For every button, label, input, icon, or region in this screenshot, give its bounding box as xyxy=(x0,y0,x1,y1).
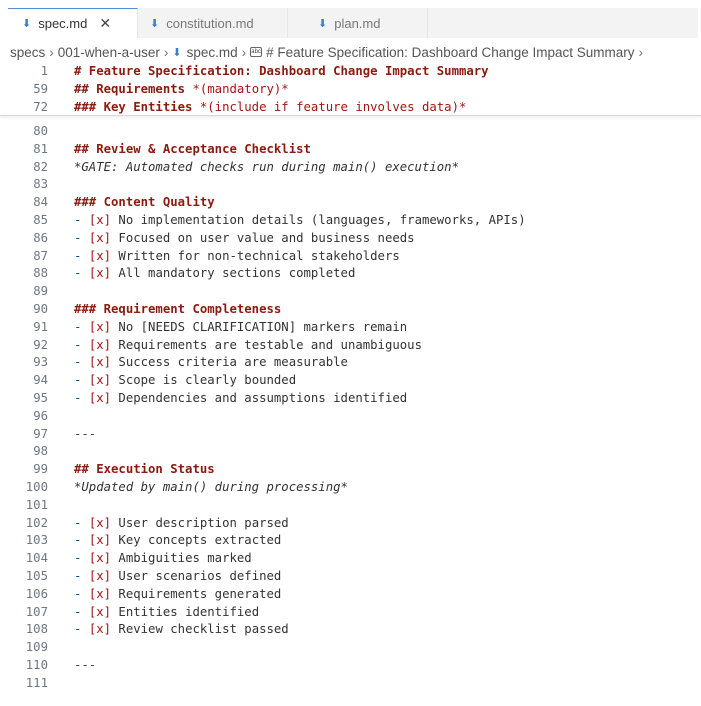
tab-label: plan.md xyxy=(334,15,381,31)
line-text xyxy=(74,318,407,336)
token: [x] xyxy=(88,248,112,263)
token: - xyxy=(74,391,89,405)
line-text xyxy=(74,567,281,585)
token: ### Requirement Completeness xyxy=(74,302,282,316)
line-text xyxy=(74,585,281,603)
line-number: 106 xyxy=(25,586,48,601)
chevron-right-icon: › xyxy=(241,44,247,60)
line-number: 87 xyxy=(33,248,48,263)
line-text xyxy=(74,425,96,443)
symbol-string-icon: abc xyxy=(251,49,261,55)
line-number: 82 xyxy=(33,159,48,174)
token: *Updated by main() during processing* xyxy=(74,480,348,494)
line-text xyxy=(74,80,289,98)
line-number: 72 xyxy=(33,99,48,114)
token: Entities identified xyxy=(111,604,260,619)
token: Dependencies and assumptions identified xyxy=(111,391,408,405)
line-number: 95 xyxy=(33,391,48,405)
breadcrumb-subfolder[interactable]: 001-when-a-user xyxy=(57,44,160,60)
tab-constitution-md[interactable] xyxy=(138,8,288,38)
token: --- xyxy=(74,658,97,672)
line-text xyxy=(74,531,281,549)
chevron-right-icon: › xyxy=(163,44,169,60)
line-number: 80 xyxy=(33,124,48,138)
breadcrumb-symbol[interactable]: # Feature Specification: Dashboard Change Impact Summary xyxy=(266,44,635,60)
line-text xyxy=(74,460,215,478)
token: [x] xyxy=(88,230,112,245)
line-text xyxy=(74,514,289,532)
token: User scenarios defined xyxy=(111,569,282,583)
line-number: 97 xyxy=(33,426,48,441)
token: *GATE: Automated checks run during main() execution* xyxy=(74,159,459,174)
token: ## Execution Status xyxy=(74,462,215,477)
token: Scope is clearly bounded xyxy=(111,373,297,388)
line-number: 90 xyxy=(33,302,48,316)
editor[interactable] xyxy=(0,62,701,706)
tab-label: spec.md xyxy=(38,16,88,31)
line-text xyxy=(74,656,96,674)
markdown-icon: ⬇ xyxy=(172,46,182,59)
line-text xyxy=(74,229,415,247)
token: - xyxy=(74,586,89,601)
token: Key concepts extracted xyxy=(111,533,282,548)
breadcrumb-folder[interactable]: specs xyxy=(10,44,46,60)
token: ## Review & Acceptance Checklist xyxy=(74,141,311,156)
token: No [NEEDS CLARIFICATION] markers remain xyxy=(111,319,408,334)
token: Requirements are testable and unambiguous xyxy=(111,337,422,352)
token: - xyxy=(74,569,89,583)
token: Focused on user value and business needs xyxy=(111,230,415,245)
line-number: 84 xyxy=(33,195,48,210)
token: [x] xyxy=(88,586,112,601)
line-number: 91 xyxy=(33,319,48,334)
token: - xyxy=(74,266,89,281)
line-number: 101 xyxy=(25,497,48,512)
chevron-right-icon: › xyxy=(638,44,644,60)
line-text xyxy=(74,247,400,265)
token: Requirements generated xyxy=(111,586,282,601)
token: - xyxy=(74,213,89,227)
token: - xyxy=(74,551,89,566)
line-number: 102 xyxy=(25,515,48,530)
line-number: 83 xyxy=(33,177,48,192)
token: - xyxy=(74,355,89,370)
token: - xyxy=(74,604,89,619)
token: [x] xyxy=(88,515,112,530)
line-number: 96 xyxy=(33,408,48,423)
line-number: 81 xyxy=(33,141,48,156)
line-text xyxy=(74,603,259,621)
line-number: 109 xyxy=(25,640,48,655)
token: User description parsed xyxy=(111,515,289,530)
close-icon[interactable]: ✕ xyxy=(99,15,112,31)
breadcrumb-file[interactable]: spec.md xyxy=(186,44,238,60)
token: ### Content Quality xyxy=(74,195,215,210)
line-text xyxy=(74,336,422,354)
token: [x] xyxy=(88,604,112,619)
token: Written for non-technical stakeholders xyxy=(111,248,400,263)
tab-spec-md[interactable] xyxy=(8,8,138,38)
token: [x] xyxy=(88,266,112,281)
token: No implementation details (languages, frameworks, APIs) xyxy=(111,213,526,227)
line-number: 86 xyxy=(33,230,48,245)
token: All mandatory sections completed xyxy=(111,266,356,281)
line-number: 108 xyxy=(25,622,48,637)
line-number: 107 xyxy=(25,604,48,619)
token: *(mandatory)* xyxy=(192,81,289,96)
line-number: 92 xyxy=(33,337,48,352)
line-number: 59 xyxy=(33,81,48,96)
markdown-icon: ⬇ xyxy=(318,17,328,30)
line-text xyxy=(74,158,459,176)
token: [x] xyxy=(88,355,112,370)
token: [x] xyxy=(88,569,112,583)
line-number: 104 xyxy=(25,551,48,566)
markdown-icon: ⬇ xyxy=(150,17,160,30)
token: - xyxy=(74,337,89,352)
markdown-icon: ⬇ xyxy=(22,18,32,30)
token: - xyxy=(74,533,89,548)
line-number: 105 xyxy=(25,569,48,583)
line-number: 94 xyxy=(33,373,48,388)
token: [x] xyxy=(88,391,112,405)
token: [x] xyxy=(88,319,112,334)
line-text xyxy=(74,353,348,371)
token: ### Key Entities xyxy=(74,99,200,114)
line-number: 1 xyxy=(40,64,48,78)
token: - xyxy=(74,622,89,637)
line-text xyxy=(74,371,296,389)
line-text xyxy=(74,211,526,229)
line-number: 93 xyxy=(33,355,48,370)
tab-bar xyxy=(8,8,698,38)
line-number: 110 xyxy=(25,658,48,672)
token: # Feature Specification: Dashboard Change Impact Summary xyxy=(74,64,489,78)
token: [x] xyxy=(88,622,112,637)
token: Review checklist passed xyxy=(111,622,289,637)
line-number: 98 xyxy=(33,444,48,459)
token: Ambiguities marked xyxy=(111,551,252,566)
token: - xyxy=(74,230,89,245)
line-text xyxy=(74,140,311,158)
tab-label: constitution.md xyxy=(166,15,254,31)
token: - xyxy=(74,515,89,530)
token: - xyxy=(74,373,89,388)
token: [x] xyxy=(88,213,112,227)
line-text xyxy=(74,620,289,638)
line-text xyxy=(74,300,281,318)
line-text xyxy=(74,549,252,567)
token: [x] xyxy=(88,551,112,566)
line-number: 89 xyxy=(33,284,48,299)
line-number: 111 xyxy=(25,675,48,690)
sticky-scroll-header[interactable] xyxy=(0,62,701,116)
line-number: 88 xyxy=(33,266,48,281)
token: *(include if feature involves data)* xyxy=(199,99,467,114)
line-text xyxy=(74,389,407,407)
chevron-right-icon: › xyxy=(49,44,54,60)
token: - xyxy=(74,248,89,263)
token: - xyxy=(74,319,89,334)
line-number: 100 xyxy=(25,480,48,494)
line-number: 103 xyxy=(25,533,48,548)
line-text xyxy=(74,264,355,282)
line-text xyxy=(74,193,215,211)
token: Success criteria are measurable xyxy=(111,355,348,370)
line-text xyxy=(74,98,466,116)
token: [x] xyxy=(88,373,112,388)
line-text xyxy=(74,62,489,80)
breadcrumb xyxy=(10,42,647,62)
token: ## Requirements xyxy=(74,81,193,96)
token: --- xyxy=(74,426,97,441)
line-number: 85 xyxy=(33,213,48,227)
token: [x] xyxy=(88,533,112,548)
token: [x] xyxy=(88,337,112,352)
line-number: 99 xyxy=(33,462,48,477)
line-text xyxy=(74,478,348,496)
tab-plan-md[interactable] xyxy=(288,8,428,38)
